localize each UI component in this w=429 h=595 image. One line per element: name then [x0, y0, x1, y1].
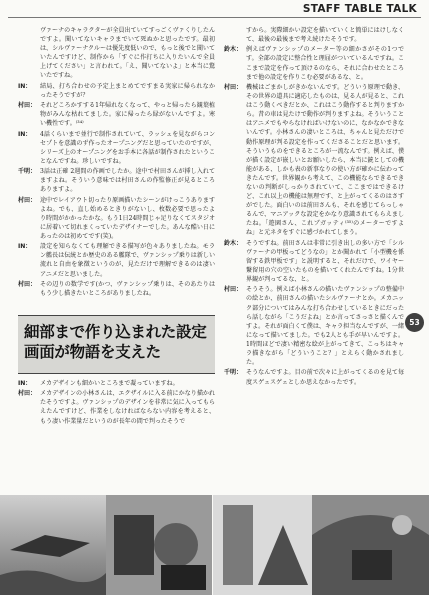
- photo-interior: [213, 495, 312, 595]
- dialogue-paragraph: [18, 242, 215, 278]
- dialogue-text: そうですね。前田さんは非常に引き出しの多い方で「シルヴァーナの甲板ってどうなの」とか聞かれて「小型機を係留する鉄甲板です」と説明すると、それだけで、ワイヤー繋留用の穴の空いたものを描いてくれたんですね。1分世界観が判ってるな、と。: [246, 239, 404, 284]
- page-number-badge: 53: [405, 313, 424, 332]
- header-title: STAFF TABLE TALK: [302, 3, 417, 15]
- photo-sky-vanship: [0, 495, 106, 595]
- dialogue-paragraph: [224, 285, 404, 367]
- speaker-label: IN：: [18, 130, 32, 138]
- speaker-label: 鈴木：: [224, 239, 243, 247]
- dialogue-text: 4話くらいまで並行で制作されていて、ラッシュを見ながらコンセプトを意識のず作ったオープニングだと思っていたのですが、シリーズ上のオープニングをお手本に各話が制作されたということなんですね。珍しいですね。: [40, 130, 215, 165]
- dialogue-paragraph: [18, 167, 215, 194]
- photo-hangar: [312, 495, 429, 595]
- speaker-label: 千明：: [224, 369, 243, 377]
- speaker-label: [18, 26, 40, 81]
- dialogue-paragraph: [18, 82, 215, 100]
- speaker-label: 千明：: [18, 168, 37, 176]
- caption-strip: [0, 485, 429, 495]
- section-heading: 細部まで作り込まれた設定画面が物語を支えた: [24, 323, 207, 361]
- dialogue-text: すから。実際細かい設定を描いていくと簡単にはけしなくて、最後の最後まで考え続けたそうです。: [246, 27, 404, 44]
- speaker-label: 村田：: [18, 102, 37, 110]
- dialogue-text: その辺りの数学です(かつ、ヴァンシップ乗りは、そのあたりはもう少し描きたいところがありましたね。: [40, 280, 215, 297]
- speaker-label: 村田：: [224, 83, 243, 91]
- dialogue-paragraph: [18, 379, 215, 388]
- dialogue-text: ヴァーナのキャラクターが全員出ていてすっごくヴァくりしたんですよ。聞いてないキャラまでいて死ぬかと思ったです。最初は、シルヴァーナクルーは優先度低いので、もっと後でと聞いていたんですけど、制作から「すぐに作打ちに入りたいんで全員上げてください」と言われて。「え、聞いてないよ」と本当に驚いたですね。: [40, 27, 215, 80]
- photo-machinery: [106, 495, 212, 595]
- dialogue-text: 設定を知らなくても理解できる描写が色々ありましたね。モラン艦長は伝統とか歴史のある艦隊で、ヴァンシップ乗りは新しい流れと自由を象徴というのが、見ただけで理解できるのは凄いアニメだと思いました。: [40, 243, 215, 278]
- dialogue-text: 3話は正確 2週間の作画でしたか。途中で村田さんが挿し入れてますよね。そういう意味では村田さんの作監修正が見るところありますよ。: [40, 168, 215, 194]
- dialogue-paragraph: [224, 45, 404, 81]
- dialogue-paragraph: [224, 26, 404, 44]
- header-rule: [8, 17, 421, 18]
- speaker-label: 村田：: [18, 280, 37, 288]
- dialogue-text: それどころかすする1年帰れなくなって、やっと帰ったら観葉植物がみんな枯れてました。家に帰ったら緑がないんですよ。寒い機性です。⁽³⁴⁾: [40, 102, 215, 128]
- dialogue-text: メカデザインも細かいところまで凝っていますね。: [40, 380, 179, 387]
- speaker-label: IN：: [18, 82, 32, 90]
- dialogue-paragraph: [18, 389, 215, 425]
- speaker-label: 村田：: [224, 286, 243, 294]
- speaker-label: IN：: [18, 243, 32, 251]
- dialogue-text: 結局、打ち合わせの予定上まとめてですまる実家に帰られなかったそうですが？: [40, 82, 215, 99]
- left-column-lower: [18, 379, 215, 478]
- dialogue-text: メカデザインの小林さんは、エクザイルに入る前にかなり描かれたそうですよ。ヴァンシップのデザインを非常に気に入ってもらえたんですけど、作業をしなければならない内容を考えると、もう凄い作業量だというのが長年の間で判ったそうで: [40, 390, 215, 425]
- page-header: [0, 0, 429, 22]
- section-heading-box: [18, 315, 215, 374]
- dialogue-paragraph: [18, 101, 215, 128]
- speaker-label: IN：: [18, 380, 32, 387]
- right-column: [224, 26, 404, 481]
- dialogue-paragraph: [18, 280, 215, 298]
- dialogue-text: 機械はごまかしがきかないんです。どういう原理で動き、その世界の道具に適応したものは、見る人が見ると、これはこう動くべきだとか、これはこう動作すると判りますから。昔の車は見たけで動作が判りますよね。そういうことはアニメでもやらなければいけないのに、なかなかできないんです。小林さんの凄いところは、ちゃんと見ただけで動作原理が判る設定を作ってくださることだと思います。そういうものをできるところが一流なんです。例えば、僕が描く設定が嵌しいとお願いしたら、本当に銃としての機能がある、しかも表の新事なりの使い方が確かに伝わってきたんです。世界観から考えて、この機能ならできるできないの判断がしっかりされていて、ここまではできるけど、これ以上の機能は無理です、と上がってくるのはさすがでした。面白いのは前田さんも、それを感じてらっしゃるんで、マニアックな設定をかなり意識されてもらえましたね。「遊園さん、これブガッティ⁽³⁵⁾のメーターですよね」と元ネタをすぐに感づかれてしまう。: [246, 83, 404, 237]
- dialogue-paragraph: [224, 83, 404, 238]
- speaker-label: 村田：: [18, 196, 37, 204]
- speaker-label: 村田：: [18, 390, 37, 398]
- photo-strip: [0, 495, 429, 595]
- dialogue-paragraph: [18, 130, 215, 166]
- dialogue-text: そうなんですよ。目の前で次々に上がってくるのを見て毎度スゲェスゲェとしか思えなかったです。: [246, 369, 404, 386]
- dialogue-text: 途中でレイアウト切ったり原画描いたシーンがけっこうありますよね。でも、直し始めるときりがないし、枚数必要で思ったより時間がかかったかな。もう1日24時間じゃ足りなくてスタジオに居着いて切れまくっていたデザイナーでした。あんな酷い日にあったのは初めてです(笑)。: [40, 196, 215, 240]
- dialogue-paragraph: [224, 368, 404, 386]
- speaker-label: 鈴木：: [224, 46, 243, 54]
- speaker-label: [224, 26, 246, 44]
- dialogue-paragraph: [18, 196, 215, 241]
- dialogue-paragraph: [224, 239, 404, 284]
- dialogue-paragraph: [18, 26, 215, 81]
- dialogue-text: 例えばヴァンシップのメーター等の細かさがその1つです。全部の設定に整合性と理屈がついているんですね。ここまで設定を作って頂けるのなら、それに合わせたところまで他の設定を作りこむ必要があるな、と。: [246, 46, 404, 81]
- dialogue-text: そうそう。例えば小林さんの描いたヴァンシップの整備中の絵とか、前田さんの描いたシルヴァーナとか。メカニック部分についてはみんな打ち合わせしているときにだったら話しながら「こうだよね」とか言ってさっさと描くんですよ。それが面白くて僕は、キャラ担当なんですが、一緒になって描いてました。でも2人とも手が早いんですよ。1時間ほどで凄い精密な絵が上がってきて、こっちはキャラ描きながら「どういうこと？」とえらく動かされました。: [246, 286, 404, 367]
- left-column: [18, 26, 215, 311]
